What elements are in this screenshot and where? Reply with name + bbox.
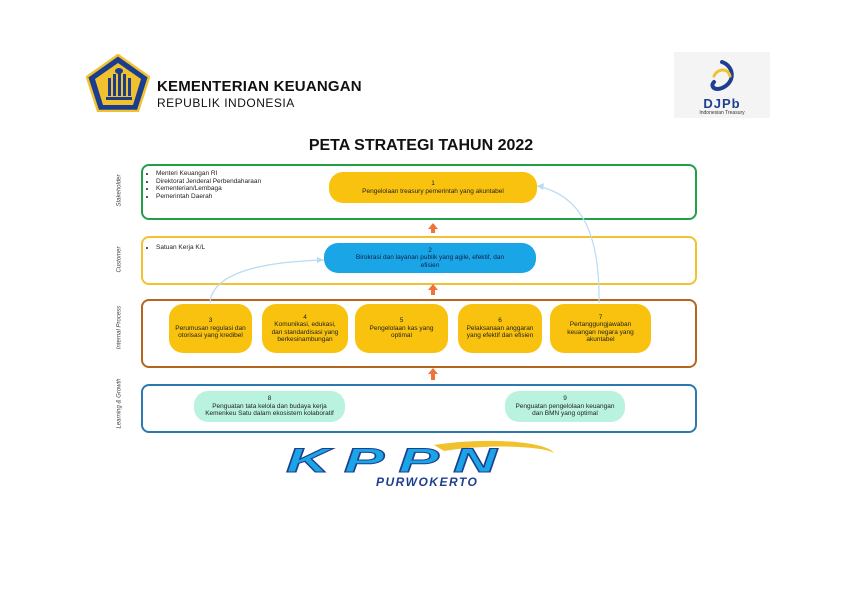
learning-growth-label: Learning & Growth bbox=[116, 378, 123, 429]
list-item: • Pemerintah Daerah bbox=[156, 193, 261, 201]
connector-arrowhead bbox=[537, 183, 544, 190]
objective-text: Pelaksanaan anggaran yang efektif dan efisien bbox=[466, 324, 534, 340]
list-item: • Kementerian/Lembaga bbox=[156, 185, 261, 193]
kppn-city: PURWOKERTO bbox=[376, 475, 479, 489]
list-item: • Direktorat Jenderal Perbendaharaan bbox=[156, 178, 261, 186]
connector-arrowhead bbox=[317, 257, 324, 263]
page-title: PETA STRATEGI TAHUN 2022 bbox=[308, 137, 534, 154]
objective-number: 3 bbox=[208, 317, 213, 325]
up-arrow-icon bbox=[428, 284, 438, 295]
kppn-logo bbox=[284, 439, 562, 489]
stakeholder-label: Stakeholder bbox=[116, 174, 123, 207]
djpb-name: DJPb bbox=[703, 96, 741, 111]
objective-number: 1 bbox=[431, 180, 435, 187]
objective-text: Komunikasi, edukasi, dan standardisasi yang berkesinambungan bbox=[271, 321, 339, 343]
objective-number: 8 bbox=[267, 395, 272, 403]
objective-text: Pertanggungjawaban keuangan negara yang akuntabel bbox=[567, 321, 634, 343]
up-arrow-icon bbox=[428, 368, 438, 380]
customer-label: Customer bbox=[116, 246, 123, 273]
objective-6 bbox=[458, 304, 542, 353]
objective-2 bbox=[324, 243, 536, 273]
connector-7-to-1 bbox=[537, 186, 599, 303]
objective-8 bbox=[194, 391, 345, 422]
objective-7 bbox=[550, 304, 651, 353]
objective-5 bbox=[355, 304, 448, 353]
objective-text: Pengelolaan kas yang optimal bbox=[369, 324, 434, 340]
objective-text: Penguatan pengelolaan keuangan dan BMN yang optimal bbox=[515, 402, 615, 418]
objective-number: 7 bbox=[598, 313, 603, 321]
objective-text: Perumusan regulasi dan otorisasi yang kredibel bbox=[175, 324, 246, 340]
objective-text: Penguatan tata kelola dan budaya kerja Kemenkeu Satu dalam ekosistem kolaboratif bbox=[205, 402, 334, 418]
objective-3 bbox=[169, 304, 252, 353]
connector-3-to-2 bbox=[210, 260, 324, 303]
up-arrow-icon bbox=[428, 223, 438, 233]
kppn-wordmark: KPPN bbox=[286, 442, 511, 480]
objective-number: 6 bbox=[498, 317, 502, 325]
objective-number: 5 bbox=[399, 317, 404, 325]
list-item: • Menteri Keuangan RI bbox=[156, 170, 261, 178]
objective-text: Birokrasi dan layanan publik yang agile, efektif, dan efisien bbox=[355, 254, 505, 269]
objective-4 bbox=[262, 304, 348, 353]
objective-number: 4 bbox=[303, 313, 307, 321]
objective-text: Pengelolaan treasury pemerintah yang akuntabel bbox=[362, 187, 504, 195]
objective-9 bbox=[505, 391, 625, 422]
org-name: KEMENTERIAN KEUANGAN bbox=[157, 78, 362, 95]
objective-1 bbox=[329, 172, 537, 203]
objective-number: 9 bbox=[563, 395, 567, 403]
list-item: • Satuan Kerja K/L bbox=[156, 244, 205, 252]
internal-process-label: Internal Process bbox=[116, 305, 123, 350]
djpb-tagline: Indonesian Treasury bbox=[699, 110, 745, 116]
objective-number: 2 bbox=[428, 246, 432, 254]
org-subtitle: REPUBLIK INDONESIA bbox=[157, 96, 295, 110]
